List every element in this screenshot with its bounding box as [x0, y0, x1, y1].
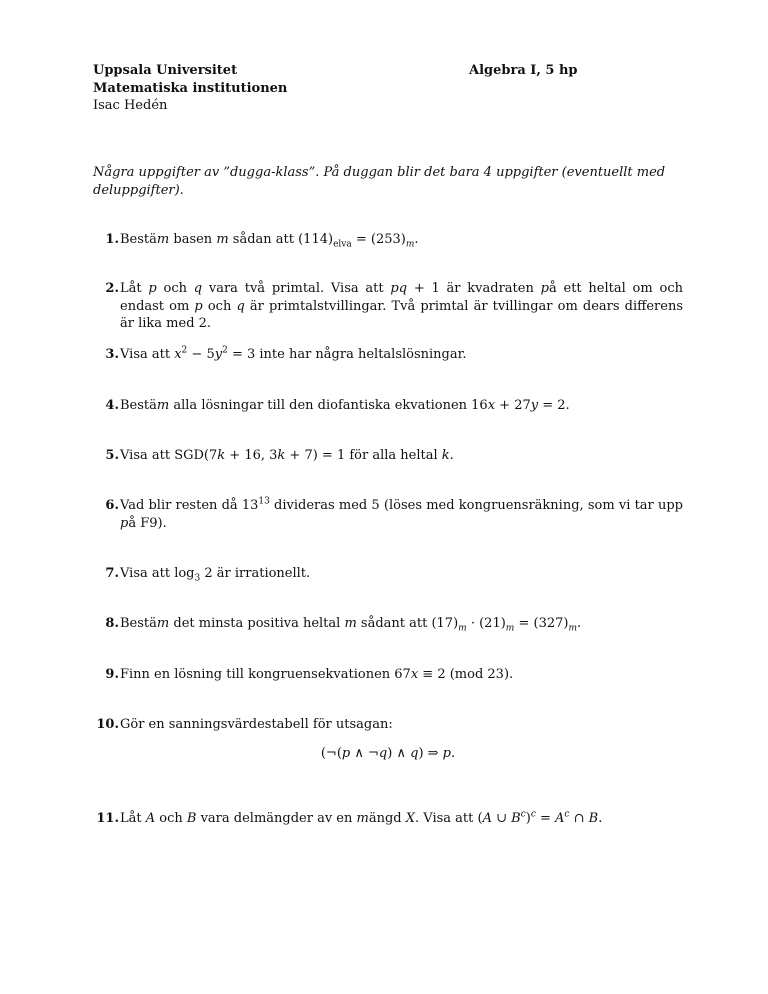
problem-10-formula: (¬(p ∧ ¬q) ∧ q) ⇒ p.	[320, 746, 456, 761]
author-name: Isac Hedén	[93, 98, 168, 114]
problem-3	[93, 346, 683, 364]
problem-text: Visa att SGD(7k + 16, 3k + 7) = 1 för alla heltal k.	[120, 448, 454, 463]
problem-number: 8.	[105, 616, 119, 631]
problem-text: Finn en lösning till kongruensekvationen 67x ≡ 2 (mod 23).	[120, 667, 514, 682]
intro-text: Några uppgifter av ”dugga-klass”. På duggan blir det bara 4 uppgifter (eventuellt med deluppgifter).	[93, 165, 666, 198]
course-title: Algebra I, 5 hp	[469, 63, 578, 78]
problem-text: Visa att $x^2 - 5y^2 = 3$ inte har några heltalslösningar.	[120, 345, 467, 362]
problem-8	[93, 615, 683, 633]
problem-number: 1.	[105, 232, 119, 247]
problem-text: Bestäm alla lösningar till den diofantiska ekvationen 16x + 27y = 2.	[120, 398, 570, 413]
problem-5	[93, 447, 683, 465]
problem-number: 2.	[105, 281, 119, 296]
problem-6	[93, 497, 683, 532]
problem-9	[93, 666, 683, 684]
problem-number: 5.	[105, 448, 119, 463]
problem-text: Visa att $\log_3 2$ är irrationellt.	[120, 566, 311, 584]
problem-number: 7.	[105, 566, 119, 581]
problem-number: 4.	[105, 398, 119, 413]
department-name: Matematiska institutionen	[93, 80, 288, 96]
problem-text: Vad blir resten då $13^{13}$ divideras med 5 (löses med kongruensräkning, som vi tar upp på F9).	[120, 496, 683, 531]
problem-10	[93, 716, 683, 734]
problem-text: Låt A och B vara delmängder av en mängd X. Visa att (A ∪ $B^c)^c = A^c$ ∩ B.	[120, 809, 603, 826]
problem-text: Bestäm det minsta positiva heltal m sådant att $(17)_m \cdot (21)_m = (327)_m$.	[120, 616, 582, 634]
problem-text: Bestäm basen m sådan att $(114)_{elva} = (253)_m$.	[120, 232, 419, 250]
university-name: Uppsala Universitet	[93, 63, 238, 78]
problem-number: 11.	[96, 811, 119, 826]
problem-text: Gör en sanningsvärdestabell för utsagan:	[120, 717, 393, 732]
header-left	[93, 62, 287, 115]
problem-text: Låt p och q vara två primtal. Visa att pq + 1 är kvadraten på ett heltal om och endast om p och q är primtalstvillingar. Två primtal är tvillingar om dears differens är lika med 2.	[120, 281, 683, 332]
problem-7	[93, 565, 683, 583]
problem-2	[93, 280, 683, 333]
problem-number: 9.	[105, 667, 119, 682]
problem-11	[93, 810, 683, 828]
problem-4	[93, 397, 683, 415]
problem-number: 10.	[96, 717, 119, 732]
problem-number: 3.	[105, 347, 119, 362]
problem-number: 6.	[105, 498, 119, 513]
problem-1	[93, 231, 683, 249]
